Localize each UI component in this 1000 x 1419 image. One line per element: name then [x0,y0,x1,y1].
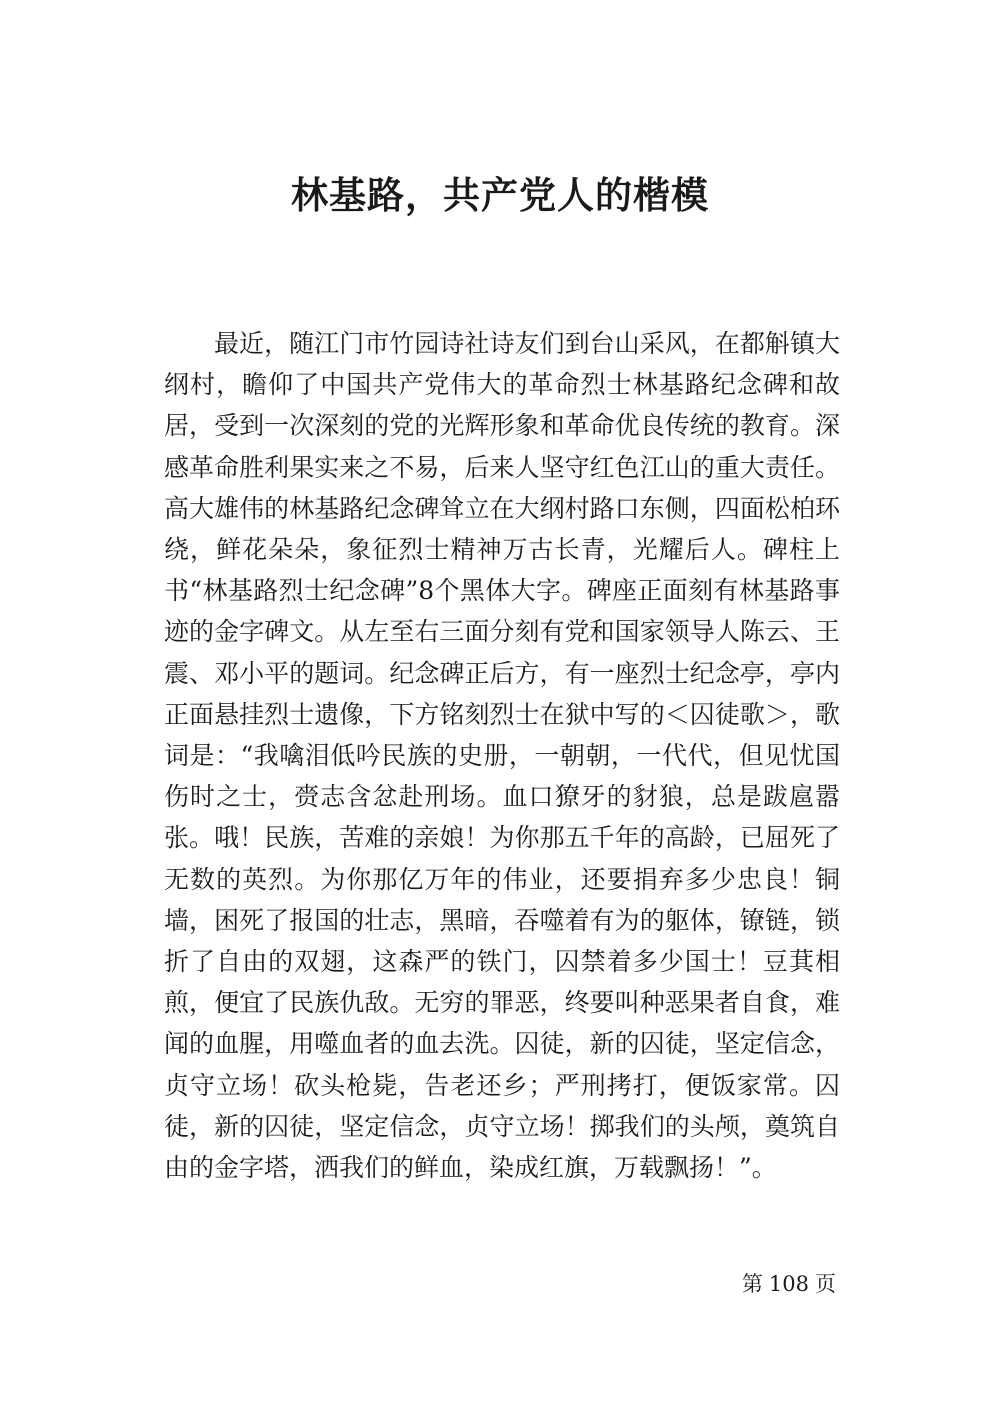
page-title: 林基路，共产党人的楷模 [291,174,709,217]
page-suffix: 页 [815,1272,836,1296]
page-number-footer [742,1268,836,1300]
article-body [164,323,840,1188]
paragraph: 最近，随江门市竹园诗社诗友们到台山采风，在都斛镇大纲村，瞻仰了中国共产党伟大的革命烈士林基路纪念碑和故居，受到一次深刻的党的光辉形象和革命优良传统的教育。深感革命胜利果实来之不易，后来人坚守红色江山的重大责任。高大雄伟的林基路纪念碑耸立在大纲村路口东侧，四面松柏环绕，鲜花朵朵，象征烈士精神万古长青，光耀后人。碑柱上书“林基路烈士纪念碑”8个黑体大字。碑座正面刻有林基路事迹的金字碑文。从左至右三面分刻有党和国家领导人陈云、王震、邓小平的题词。纪念碑正后方，有一座烈士纪念亭，亭内正面悬挂烈士遗像，下方铭刻烈士在狱中写的＜囚徒歌＞，歌词是：“我噙泪低吟民族的史册，一朝朝，一代代，但见忧国伤时之士，赍志含忿赴刑场。血口獠牙的豺狼，总是跋扈嚣张。哦！民族，苦难的亲娘！为你那五千年的高龄，已屈死了无数的英烈。为你那亿万年的伟业，还要捐弃多少忠良！铜墙，困死了报国的壮志，黑暗，吞噬着有为的躯体，镣链，锁折了自由的双翅，这森严的铁门，囚禁着多少国士！豆萁相煎，便宜了民族仇敌。无穷的罪恶，终要叫种恶果者自食，难闻的血腥，用噬血者的血去洗。囚徒，新的囚徒，坚定信念，贞守立场！砍头枪毙，告老还乡；严刑拷打，便饭家常。囚徒，新的囚徒，坚定信念，贞守立场！掷我们的头颅，奠筑自由的金字塔，洒我们的鲜血，染成红旗，万载飘扬！”。 [164,329,840,1183]
page-number: 108 [768,1272,809,1296]
page-prefix: 第 [741,1272,763,1296]
